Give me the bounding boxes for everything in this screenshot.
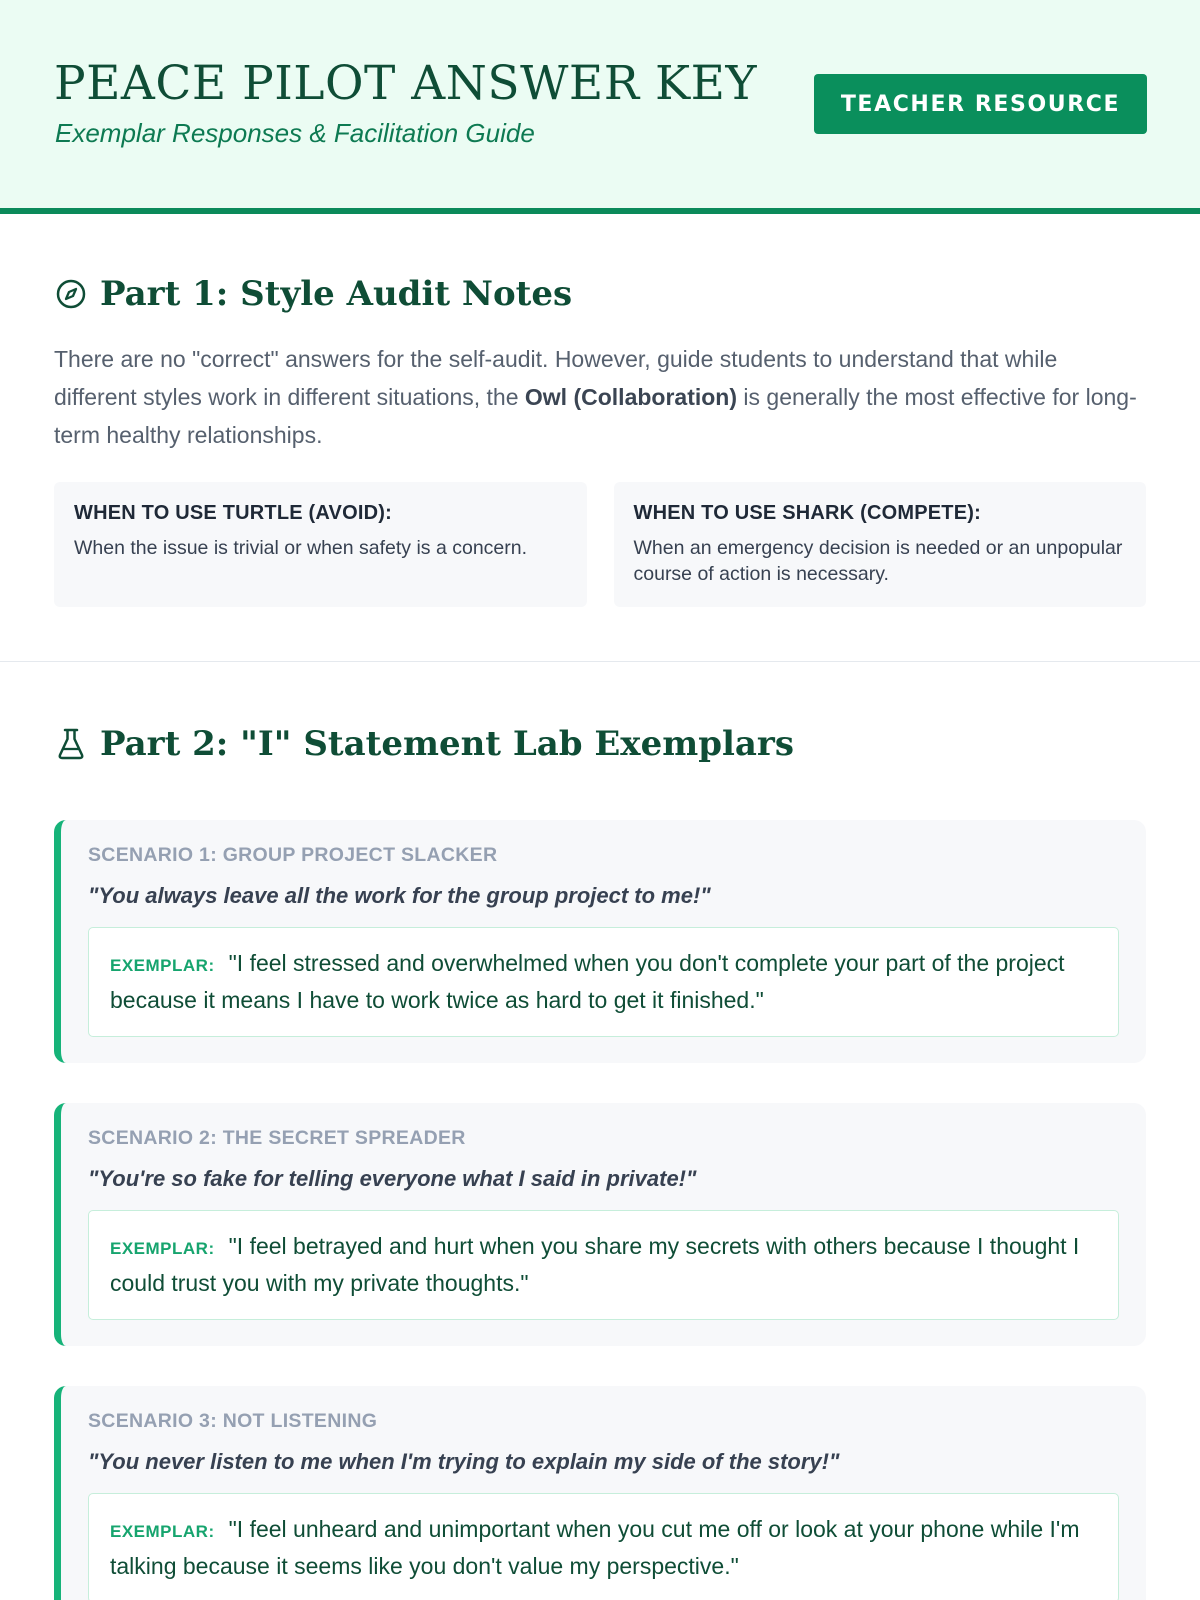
exemplar-box [88,927,1119,1037]
exemplar-box [88,1493,1119,1600]
tip-card-turtle [54,482,587,607]
tip-card-shark [614,482,1147,607]
exemplar-box [88,1210,1119,1320]
flask-icon [54,727,88,761]
part-1-heading-text: Part 1: Style Audit Notes [100,274,573,314]
intro-text-bold: Owl (Collaboration) [524,384,738,410]
exemplar-text: "I feel stressed and overwhelmed when you don't complete your part of the project because it means I have to work twice as hard to get it finished." [110,950,1065,1013]
tip-text: When an emergency decision is needed or an unpopular course of action is necessary. [633,537,1123,585]
exemplar-tag: EXEMPLAR: [110,1239,215,1258]
part-2-section [0,662,1200,1600]
tip-label: WHEN TO USE TURTLE (AVOID): [74,502,392,524]
scenario-quote: "You're so fake for telling everyone what I said in private!" [88,1166,697,1191]
part-1-section [0,214,1200,662]
exemplar-text: "I feel betrayed and hurt when you share my secrets with others because I thought I could trust you with my private thoughts." [110,1233,1080,1296]
scenario-card [54,1386,1146,1600]
tip-label: WHEN TO USE SHARK (COMPETE): [633,502,981,524]
page-header [0,0,1200,214]
intro-text-start: There are no "correct" answers for the self-audit. However, guide students to understand that while different styles work in different situations, the [54,346,1058,410]
scenario-label: SCENARIO 3: NOT LISTENING [88,1410,378,1432]
page-title: PEACE PILOT ANSWER KEY [54,56,757,111]
scenario-quote: "You always leave all the work for the group project to me!" [88,883,711,908]
part-1-heading [54,274,1146,314]
part-2-heading [54,724,1146,764]
compass-icon [54,277,88,311]
scenario-card [54,1103,1146,1346]
scenario-label: SCENARIO 1: GROUP PROJECT SLACKER [88,844,498,866]
tip-text: When the issue is trivial or when safety is a concern. [74,537,528,559]
part-2-heading-text: Part 2: "I" Statement Lab Exemplars [100,724,794,764]
teacher-resource-badge: TEACHER RESOURCE [814,74,1147,134]
part-1-intro [54,340,1146,454]
scenario-quote: "You never listen to me when I'm trying to explain my side of the story!" [88,1449,840,1474]
scenario-label: SCENARIO 2: THE SECRET SPREADER [88,1127,466,1149]
intro-text-end: is generally the most effective for long-term healthy relationships. [54,384,1137,448]
exemplar-tag: EXEMPLAR: [110,956,215,975]
exemplar-text: "I feel unheard and unimportant when you cut me off or look at your phone while I'm talking because it seems like you don't value my perspective." [110,1516,1080,1579]
exemplar-tag: EXEMPLAR: [110,1522,215,1541]
scenario-card [54,820,1146,1063]
page-subtitle: Exemplar Responses & Facilitation Guide [55,118,535,148]
style-tips [54,482,1146,607]
